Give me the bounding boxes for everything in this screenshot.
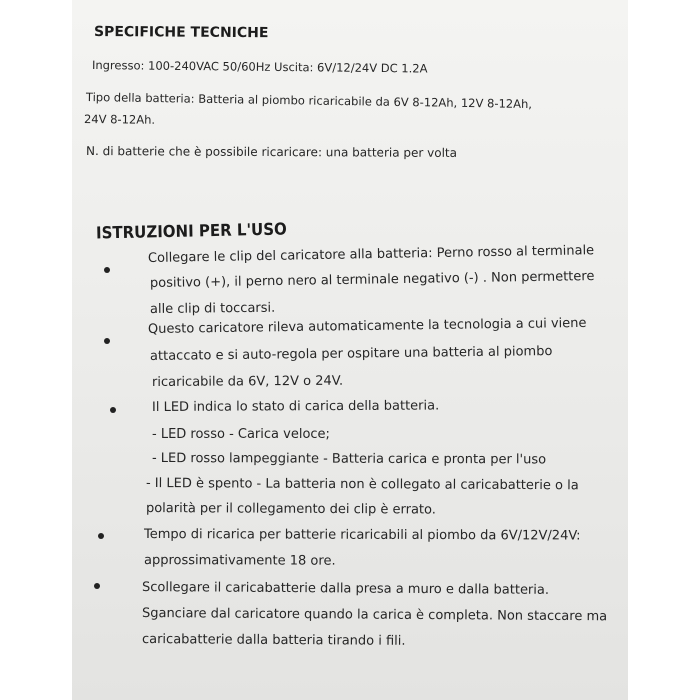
instruction-2-line-3: ricaricabile da 6V, 12V o 24V. — [151, 373, 344, 390]
specs-heading: SPECIFICHE TECNICHE — [93, 24, 269, 42]
instruction-1-line-3: alle clip di toccarsi. — [149, 300, 276, 317]
instruction-2-line-2: attaccato e si auto-regola per ospitare una batteria al piombo — [149, 344, 553, 364]
instruction-3-line-4: - Il LED è spento - La batteria non è collegato al caricabatterie o la — [145, 476, 579, 494]
instruction-1-line-1: Collegare le clip del caricatore alla batteria: Perno rosso al terminale — [147, 243, 595, 266]
bullet-1 — [104, 267, 110, 273]
instruction-2-line-1: Questo caricatore rileva automaticamente la tecnologia a cui viene — [147, 315, 587, 337]
instruction-3-line-5: polarità per il collegamento dei clip è errato. — [145, 501, 436, 518]
instructions-heading: ISTRUZIONI PER L'USO — [95, 219, 287, 243]
paper-sheet — [72, 0, 628, 700]
bullet-5 — [94, 583, 100, 589]
specs-battery-count: N. di batterie che è possibile ricaricare: una batteria per volta — [85, 144, 458, 160]
instruction-3-line-3: - LED rosso lampeggiante - Batteria carica e pronta per l'uso — [151, 451, 547, 468]
bullet-2 — [104, 338, 110, 344]
instruction-4-line-1: Tempo di ricarica per batterie ricaricabili al piombo da 6V/12V/24V: — [143, 527, 581, 544]
specs-input-output: Ingresso: 100-240VAC 50/60Hz Uscita: 6V/12/24V DC 1.2A — [91, 58, 428, 76]
instruction-3-line-2: - LED rosso - Carica veloce; — [152, 427, 330, 442]
bullet-3 — [110, 407, 116, 413]
instruction-5-line-3: caricabatterie dalla batteria tirando i fili. — [141, 632, 406, 649]
bullet-4 — [98, 533, 104, 539]
instruction-5-line-2: Sganciare dal caricatore quando la carica è completa. Non staccare ma — [141, 606, 608, 625]
instruction-1-line-2: positivo (+), il perno nero al terminale negativo (-) . Non permettere — [149, 269, 595, 291]
instruction-3-line-1: Il LED indica lo stato di carica della batteria. — [151, 398, 440, 415]
specs-battery-type-cont: 24V 8-12Ah. — [83, 112, 156, 127]
instruction-4-line-2: approssimativamente 18 ore. — [143, 553, 336, 569]
instruction-5-line-1: Scollegare il caricabatterie dalla presa a muro e dalla batteria. — [141, 580, 550, 598]
specs-battery-type: Tipo della batteria: Batteria al piombo ricaricabile da 6V 8-12Ah, 12V 8-12Ah, — [85, 90, 533, 112]
